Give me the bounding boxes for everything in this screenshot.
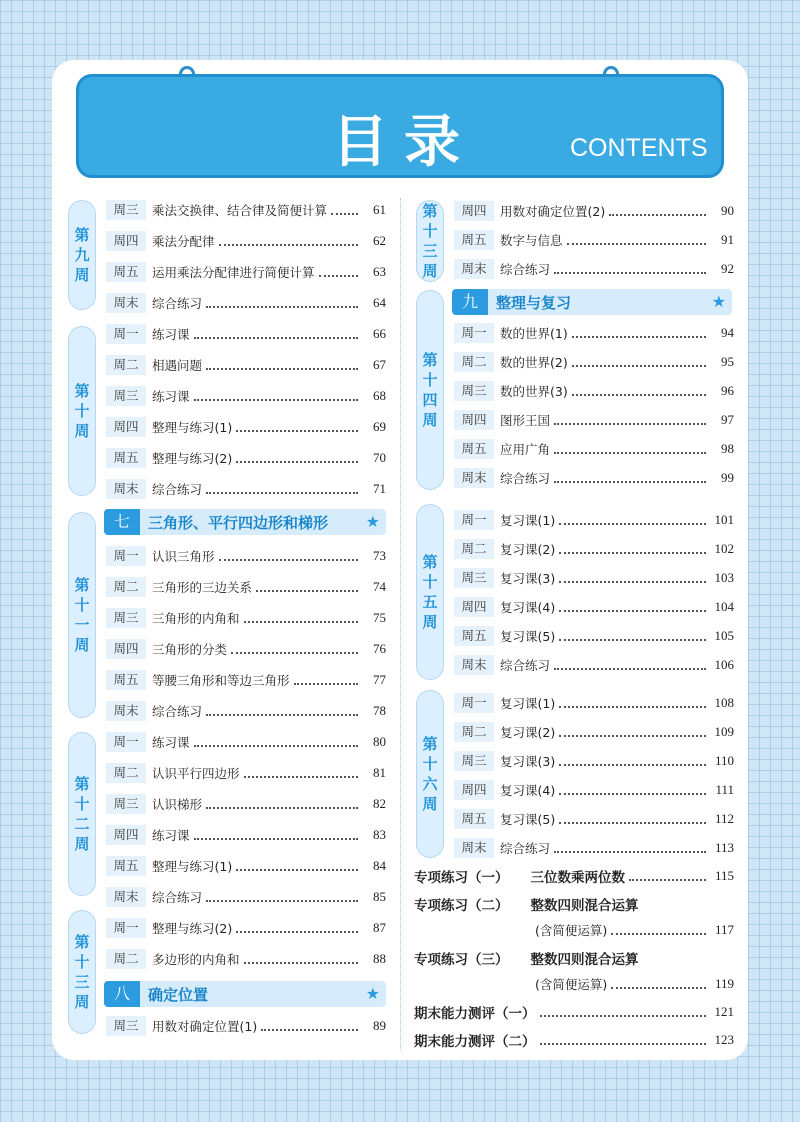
dot-leader [572, 328, 706, 338]
day-label: 周四 [106, 639, 146, 659]
column-divider [400, 198, 401, 1050]
item-title: 认识平行四边形 [152, 766, 240, 781]
page-number: 94 [721, 325, 734, 340]
day-label: 周五 [454, 439, 494, 459]
day-label: 周五 [106, 670, 146, 690]
item-title: 综合练习 [152, 704, 203, 719]
toc-row[interactable] [454, 808, 734, 830]
special-practice-2-sub[interactable] [535, 918, 734, 942]
star-icon: ★ [711, 292, 726, 311]
page-number: 103 [714, 570, 734, 585]
dot-leader [554, 843, 706, 853]
day-label: 周四 [454, 780, 494, 800]
toc-row[interactable] [454, 721, 734, 743]
page-number: 97 [721, 412, 734, 427]
day-label: 周二 [454, 352, 494, 372]
dot-leader [206, 360, 358, 370]
item-title: 复习课(3) [500, 754, 556, 769]
dot-leader [219, 551, 358, 561]
dot-leader [609, 206, 706, 216]
day-label: 周四 [106, 417, 146, 437]
week-tab-9 [68, 200, 96, 310]
dot-leader [194, 391, 358, 401]
toc-row[interactable] [454, 409, 734, 431]
dot-leader [206, 799, 358, 809]
page-number: 75 [373, 610, 386, 625]
toc-row[interactable] [106, 793, 386, 815]
item-title: 复习课(1) [500, 696, 556, 711]
item-title: 用数对确定位置(1) [152, 1019, 258, 1034]
toc-row[interactable] [454, 596, 734, 618]
unit-title: 整理与复习 [496, 293, 572, 312]
day-label: 周三 [106, 794, 146, 814]
dot-leader [206, 298, 358, 308]
page-number: 119 [714, 976, 734, 991]
week-tab-13 [68, 910, 96, 1034]
week-label: 第十三周 [74, 933, 90, 1011]
toc-row[interactable] [106, 478, 386, 500]
dot-leader [236, 861, 358, 871]
unit-number: 九 [452, 289, 488, 315]
toc-row[interactable] [106, 354, 386, 376]
toc-row[interactable] [454, 750, 734, 772]
toc-row[interactable] [106, 886, 386, 908]
page-number: 95 [721, 354, 734, 369]
week-tab-13b [416, 200, 444, 282]
item-title: 综合练习 [152, 482, 203, 497]
toc-row[interactable] [106, 948, 386, 970]
day-label: 周三 [106, 386, 146, 406]
dot-leader [206, 892, 358, 902]
day-label: 周末 [454, 838, 494, 858]
toc-row[interactable] [454, 625, 734, 647]
toc-row[interactable] [454, 509, 734, 531]
page-number: 110 [714, 753, 734, 768]
page-number: 67 [373, 357, 386, 372]
day-label: 周五 [106, 448, 146, 468]
item-title: 复习课(4) [500, 783, 556, 798]
dot-leader [219, 236, 358, 246]
day-label: 周一 [106, 918, 146, 938]
page-number: 73 [373, 548, 386, 563]
toc-row[interactable] [106, 638, 386, 660]
day-label: 周三 [106, 608, 146, 628]
day-label: 周一 [454, 693, 494, 713]
page-number: 105 [714, 628, 734, 643]
item-title: 复习课(2) [500, 725, 556, 740]
page-number: 111 [715, 782, 734, 797]
dot-leader [244, 613, 358, 623]
day-label: 周二 [454, 722, 494, 742]
special-title: 整数四则混合运算 [530, 898, 639, 914]
page-number: 98 [721, 441, 734, 456]
day-label: 周二 [106, 763, 146, 783]
dot-leader [206, 706, 358, 716]
week-tab-11 [68, 512, 96, 718]
week-label: 第十六周 [422, 735, 438, 813]
page-number: 113 [714, 840, 734, 855]
dot-leader [559, 727, 706, 737]
day-label: 周三 [454, 751, 494, 771]
page-number: 102 [714, 541, 734, 556]
page-number: 64 [373, 295, 386, 310]
dot-leader [611, 925, 706, 935]
day-label: 周一 [106, 324, 146, 344]
day-label: 周末 [106, 479, 146, 499]
toc-row[interactable] [454, 380, 734, 402]
toc-row[interactable] [106, 385, 386, 407]
dot-leader [554, 473, 706, 483]
day-label: 周五 [454, 809, 494, 829]
day-label: 周二 [106, 577, 146, 597]
toc-row[interactable] [106, 855, 386, 877]
dot-leader [331, 205, 358, 215]
dot-leader [559, 515, 706, 525]
item-title: 综合练习 [500, 841, 551, 856]
toc-row[interactable] [106, 447, 386, 469]
toc-row[interactable] [454, 438, 734, 460]
week-tab-15 [416, 504, 444, 680]
page-number: 121 [714, 1004, 734, 1019]
day-label: 周五 [106, 262, 146, 282]
toc-row[interactable] [106, 762, 386, 784]
dot-leader [554, 660, 706, 670]
special-subtitle: (含简便运算) [535, 923, 608, 938]
toc-row[interactable] [454, 229, 734, 251]
page-number: 91 [721, 232, 734, 247]
day-label: 周三 [106, 1016, 146, 1036]
special-subtitle: (含简便运算) [535, 977, 608, 992]
toc-row[interactable] [454, 538, 734, 560]
page-number: 96 [721, 383, 734, 398]
dot-leader [194, 830, 358, 840]
day-label: 周二 [454, 539, 494, 559]
week-label: 第十四周 [422, 351, 438, 429]
day-label: 周末 [106, 887, 146, 907]
toc-row[interactable] [454, 351, 734, 373]
item-title: 整理与练习(1) [152, 859, 233, 874]
day-label: 周末 [106, 293, 146, 313]
page-number: 89 [373, 1018, 386, 1033]
day-label: 周五 [106, 856, 146, 876]
week-tab-14 [416, 290, 444, 490]
item-title: 复习课(4) [500, 600, 556, 615]
special-practice-1[interactable] [414, 864, 734, 888]
special-label: 专项练习（一） [414, 870, 509, 886]
day-label: 周一 [106, 546, 146, 566]
page-subtitle: CONTENTS [570, 134, 708, 162]
toc-row[interactable] [106, 1015, 386, 1037]
toc-row[interactable] [454, 779, 734, 801]
toc-row[interactable] [454, 654, 734, 676]
page-title: 目录 [332, 110, 476, 175]
day-label: 周三 [454, 381, 494, 401]
toc-row[interactable] [106, 731, 386, 753]
dot-leader [572, 386, 706, 396]
item-title: 整理与练习(2) [152, 451, 233, 466]
item-title: 练习课 [152, 327, 190, 342]
item-title: 用数对确定位置(2) [500, 204, 606, 219]
item-title: 图形王国 [500, 413, 551, 428]
item-title: 数的世界(3) [500, 384, 568, 399]
week-label: 第十三周 [422, 202, 438, 280]
week-tab-16 [416, 690, 444, 858]
item-title: 等腰三角形和等边三角形 [152, 673, 290, 688]
day-label: 周四 [454, 597, 494, 617]
toc-row[interactable] [106, 700, 386, 722]
item-title: 相遇问题 [152, 358, 203, 373]
day-label: 周三 [106, 200, 146, 220]
dot-leader [244, 954, 358, 964]
toc-row[interactable] [454, 467, 734, 489]
item-title: 练习课 [152, 735, 190, 750]
dot-leader [206, 484, 358, 494]
special-title: 整数四则混合运算 [530, 952, 639, 968]
dot-leader [559, 544, 706, 554]
unit-bar-7[interactable] [104, 509, 386, 535]
dot-leader [554, 444, 706, 454]
day-label: 周二 [106, 355, 146, 375]
item-title: 多边形的内角和 [152, 952, 240, 967]
page-number: 117 [714, 922, 734, 937]
dot-leader [572, 357, 706, 367]
toc-row[interactable] [106, 261, 386, 283]
day-label: 周末 [106, 701, 146, 721]
page-number: 84 [373, 858, 386, 873]
page-number: 76 [373, 641, 386, 656]
dot-leader [540, 1007, 707, 1017]
week-label: 第十周 [74, 382, 90, 440]
page-number: 66 [373, 326, 386, 341]
item-title: 复习课(5) [500, 629, 556, 644]
unit-title: 三角形、平行四边形和梯形 [148, 513, 329, 532]
toc-row[interactable] [106, 917, 386, 939]
item-title: 三角形的内角和 [152, 611, 240, 626]
week-label: 第十一周 [74, 576, 90, 654]
page-number: 112 [714, 811, 734, 826]
page-number: 71 [373, 481, 386, 496]
special-label: 期末能力测评（二） [414, 1034, 536, 1050]
item-title: 复习课(5) [500, 812, 556, 827]
page-number: 61 [373, 202, 386, 217]
day-label: 周五 [454, 230, 494, 250]
toc-row[interactable] [106, 607, 386, 629]
item-title: 运用乘法分配律进行简便计算 [152, 265, 315, 280]
item-title: 乘法分配律 [152, 234, 215, 249]
item-title: 三角形的分类 [152, 642, 228, 657]
week-label: 第十五周 [422, 553, 438, 631]
toc-row[interactable] [106, 323, 386, 345]
item-title: 综合练习 [500, 658, 551, 673]
item-title: 复习课(2) [500, 542, 556, 557]
page-number: 109 [714, 724, 734, 739]
dot-leader [231, 644, 358, 654]
final-test-1[interactable] [414, 1000, 734, 1024]
page-number: 101 [714, 512, 734, 527]
toc-row[interactable] [454, 200, 734, 222]
item-title: 综合练习 [500, 262, 551, 277]
page-number: 74 [373, 579, 386, 594]
item-title: 练习课 [152, 389, 190, 404]
dot-leader [559, 631, 706, 641]
item-title: 练习课 [152, 828, 190, 843]
toc-row[interactable] [106, 292, 386, 314]
unit-bar-8[interactable] [104, 981, 386, 1007]
day-label: 周一 [454, 323, 494, 343]
page-number: 108 [714, 695, 734, 710]
item-title: 认识三角形 [152, 549, 215, 564]
day-label: 周五 [454, 626, 494, 646]
dot-leader [559, 698, 706, 708]
dot-leader [319, 267, 358, 277]
dot-leader [194, 329, 358, 339]
day-label: 周末 [454, 655, 494, 675]
special-practice-3-sub[interactable] [535, 972, 734, 996]
special-label: 专项练习（二） [414, 898, 509, 914]
item-title: 复习课(3) [500, 571, 556, 586]
page-number: 123 [714, 1032, 734, 1047]
toc-row[interactable] [454, 322, 734, 344]
page-number: 69 [373, 419, 386, 434]
item-title: 数的世界(2) [500, 355, 568, 370]
page-number: 88 [373, 951, 386, 966]
page-number: 83 [373, 827, 386, 842]
toc-row[interactable] [106, 669, 386, 691]
item-title: 整理与练习(1) [152, 420, 233, 435]
page-number: 81 [373, 765, 386, 780]
star-icon: ★ [365, 984, 380, 1003]
item-title: 三角形的三边关系 [152, 580, 253, 595]
day-label: 周末 [454, 259, 494, 279]
page-number: 77 [373, 672, 386, 687]
toc-row[interactable] [454, 567, 734, 589]
unit-bar-9[interactable] [452, 289, 732, 315]
item-title: 综合练习 [152, 890, 203, 905]
page-number: 115 [714, 868, 734, 883]
day-label: 周一 [106, 732, 146, 752]
special-practice-2[interactable] [414, 892, 734, 916]
item-title: 复习课(1) [500, 513, 556, 528]
toc-row[interactable] [454, 692, 734, 714]
item-title: 认识梯形 [152, 797, 203, 812]
page-number: 99 [721, 470, 734, 485]
star-icon: ★ [365, 512, 380, 531]
page-number: 90 [721, 203, 734, 218]
page-number: 92 [721, 261, 734, 276]
item-title: 综合练习 [152, 296, 203, 311]
unit-number: 七 [104, 509, 140, 535]
page-number: 104 [714, 599, 734, 614]
page-number: 62 [373, 233, 386, 248]
week-label: 第九周 [74, 226, 90, 284]
dot-leader [256, 582, 358, 592]
page-number: 87 [373, 920, 386, 935]
item-title: 乘法交换律、结合律及简便计算 [152, 203, 328, 218]
final-test-2[interactable] [414, 1028, 734, 1052]
special-title: 三位数乘两位数 [530, 870, 625, 886]
week-label: 第十二周 [74, 775, 90, 853]
toc-row[interactable] [106, 230, 386, 252]
item-title: 数的世界(1) [500, 326, 568, 341]
item-title: 数字与信息 [500, 233, 563, 248]
page-number: 70 [373, 450, 386, 465]
week-tab-12 [68, 732, 96, 896]
day-label: 周三 [454, 568, 494, 588]
page-number: 78 [373, 703, 386, 718]
unit-title: 确定位置 [148, 985, 209, 1004]
page-number: 106 [714, 657, 734, 672]
dot-leader [236, 453, 358, 463]
dot-leader [236, 923, 358, 933]
special-label: 专项练习（三） [414, 952, 509, 968]
page-number: 63 [373, 264, 386, 279]
dot-leader [559, 814, 706, 824]
toc-row[interactable] [454, 258, 734, 280]
dot-leader [559, 602, 706, 612]
dot-leader [294, 675, 358, 685]
dot-leader [236, 422, 358, 432]
unit-number: 八 [104, 981, 140, 1007]
item-title: 应用广角 [500, 442, 551, 457]
dot-leader [554, 264, 706, 274]
dot-leader [559, 573, 706, 583]
day-label: 周四 [106, 825, 146, 845]
dot-leader [244, 768, 358, 778]
dot-leader [194, 737, 358, 747]
toc-row[interactable] [106, 416, 386, 438]
dot-leader [559, 785, 706, 795]
dot-leader [567, 235, 706, 245]
item-title: 综合练习 [500, 471, 551, 486]
dot-leader [540, 1035, 707, 1045]
day-label: 周一 [454, 510, 494, 530]
special-label: 期末能力测评（一） [414, 1006, 536, 1022]
week-tab-10 [68, 326, 96, 496]
dot-leader [559, 756, 706, 766]
toc-row[interactable] [106, 576, 386, 598]
page-number: 80 [373, 734, 386, 749]
item-title: 整理与练习(2) [152, 921, 233, 936]
toc-row[interactable] [106, 199, 386, 221]
dot-leader [554, 415, 706, 425]
dot-leader [629, 871, 706, 881]
day-label: 周四 [106, 231, 146, 251]
day-label: 周四 [454, 201, 494, 221]
page-number: 85 [373, 889, 386, 904]
day-label: 周四 [454, 410, 494, 430]
special-practice-3[interactable] [414, 946, 734, 970]
page-number: 82 [373, 796, 386, 811]
page-number: 68 [373, 388, 386, 403]
dot-leader [611, 979, 706, 989]
day-label: 周末 [454, 468, 494, 488]
toc-row[interactable] [106, 824, 386, 846]
toc-row[interactable] [454, 837, 734, 859]
day-label: 周二 [106, 949, 146, 969]
dot-leader [261, 1021, 358, 1031]
toc-row[interactable] [106, 545, 386, 567]
